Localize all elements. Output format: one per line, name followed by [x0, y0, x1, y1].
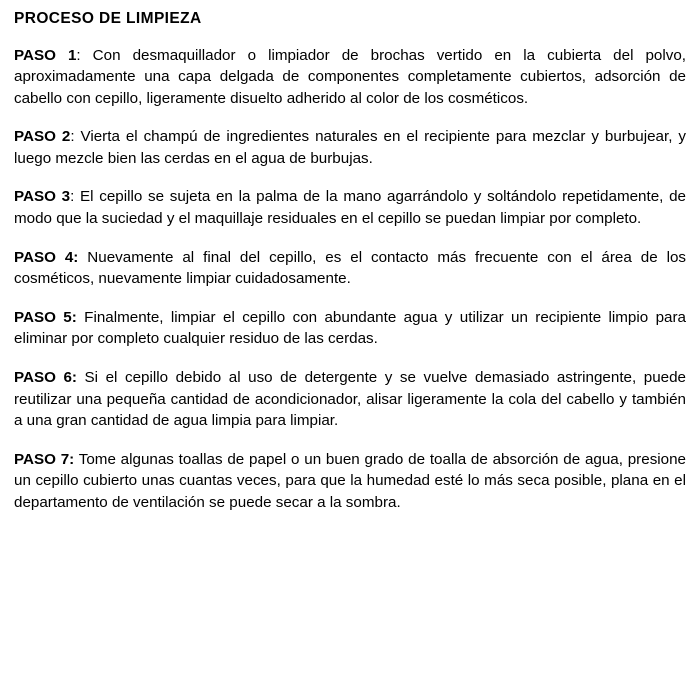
step-separator-2: : — [70, 128, 81, 146]
step-text-1: Con desmaquillador o limpiador de brochas vertido en la cubierta del polvo, aproximadamente una capa delgada de componentes completamente cubiertos, adsorción de cabello con cepillo, ligeramente disuelto adherido al color de los cosméticos. — [14, 46, 686, 107]
step-separator-6 — [77, 369, 85, 386]
step-label-7: PASO 7: — [14, 450, 75, 468]
step-label-3: PASO 3 — [14, 188, 71, 206]
step-separator-3: : — [70, 188, 81, 206]
step-paragraph-5 — [14, 307, 686, 350]
step-paragraph-7 — [14, 449, 686, 514]
step-paragraph-1 — [14, 45, 686, 110]
step-paragraph-3 — [14, 186, 686, 229]
step-label-2: PASO 2 — [14, 128, 71, 146]
step-text-6: Si el cepillo debido al uso de detergente y se vuelve demasiado astringente, puede reutilizar una pequeña cantidad de acondicionador, alisar ligeramente la cola del cabello y también a una gran cantidad de agua limpia para limpiar. — [14, 368, 686, 430]
step-paragraph-6 — [14, 367, 686, 432]
step-separator-4 — [78, 249, 87, 266]
step-text-5: Finalmente, limpiar el cepillo con abundante agua y utilizar un recipiente limpio para eliminar por completo cualquier residuo de las cerdas. — [14, 308, 686, 348]
step-label-4: PASO 4: — [14, 248, 79, 266]
step-separator-1: : — [76, 46, 93, 64]
step-text-4: Nuevamente al final del cepillo, es el contacto más frecuente con el área de los cosméticos, nuevamente limpiar cuidadosamente. — [14, 248, 686, 288]
step-text-2: Vierta el champú de ingredientes naturales en el recipiente para mezclar y burbujear, y luego mezcle bien las cerdas en el agua de burbujas. — [14, 128, 686, 167]
page-title: PROCESO DE LIMPIEZA — [14, 10, 202, 27]
step-label-1: PASO 1 — [14, 46, 77, 64]
step-paragraph-2 — [14, 126, 686, 169]
step-text-7: Tome algunas toallas de papel o un buen grado de toalla de absorción de agua, presione un cepillo cubierto unas cuantas veces, para que la humedad esté lo más seca posible, plana en el departamento de ventilación se puede secar a la sombra. — [14, 450, 686, 511]
step-label-6: PASO 6: — [14, 368, 77, 386]
step-paragraph-4 — [14, 247, 686, 290]
step-label-5: PASO 5: — [14, 308, 77, 326]
step-text-3: El cepillo se sujeta en la palma de la mano agarrándolo y soltándolo repetidamente, de modo que la suciedad y el maquillaje residuales en el cepillo se puedan limpiar por completo. — [14, 188, 686, 228]
